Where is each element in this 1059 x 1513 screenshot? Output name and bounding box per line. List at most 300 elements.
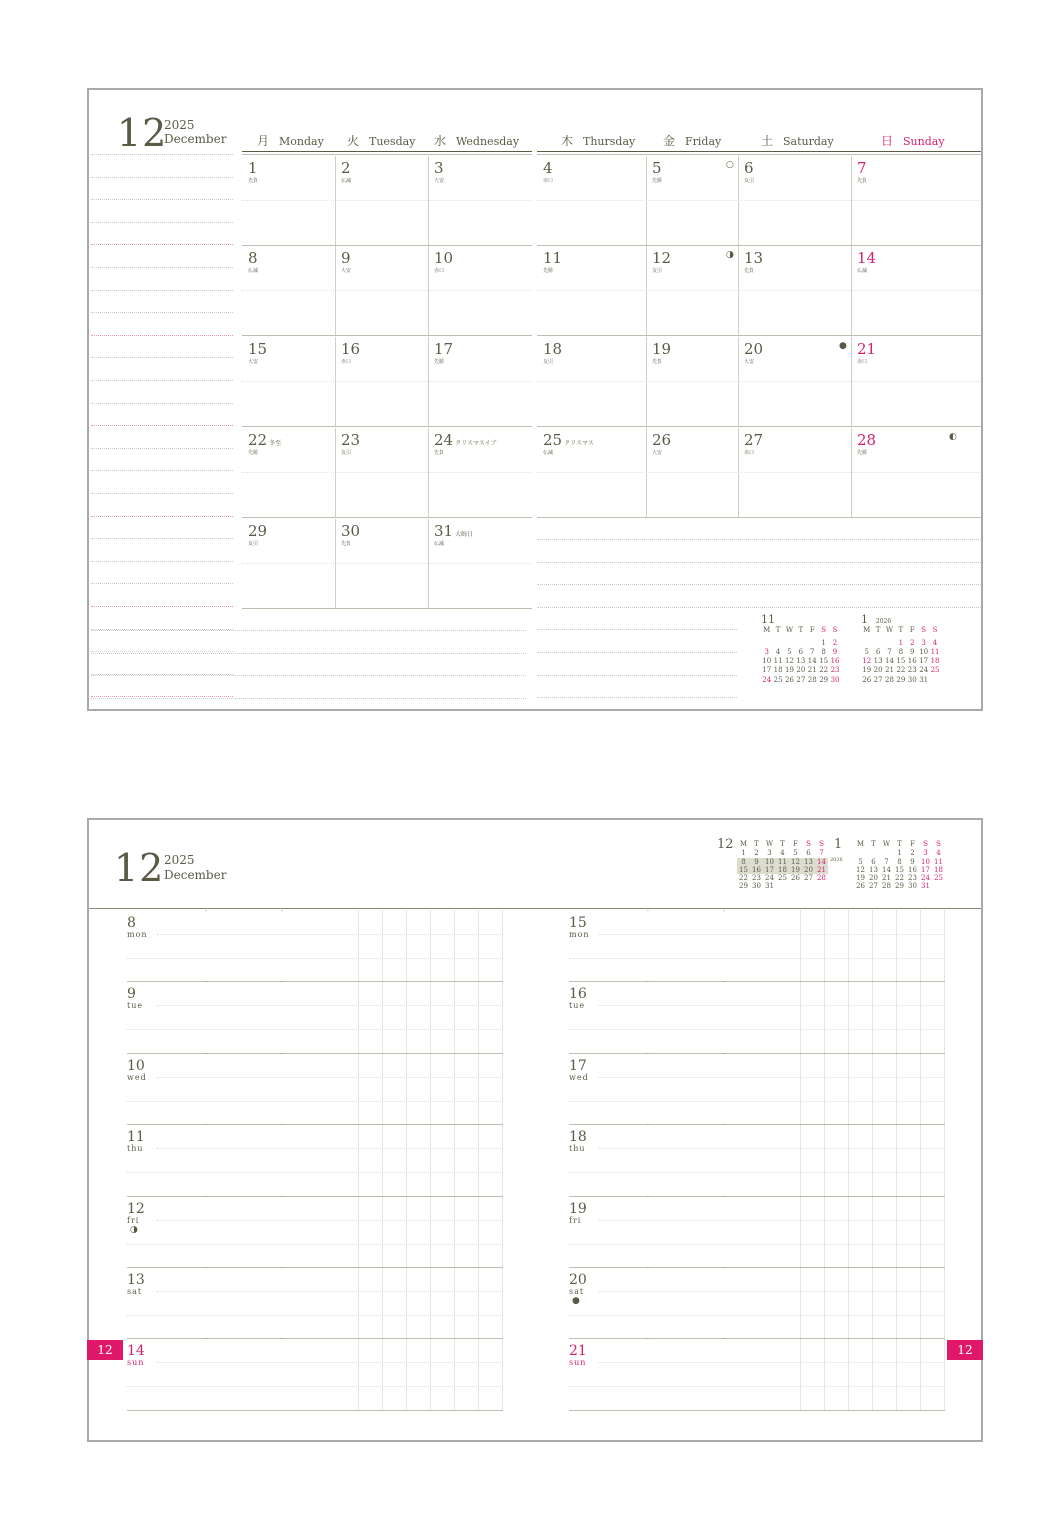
column-divider xyxy=(646,337,647,426)
day-label-wed-17 xyxy=(569,1059,589,1082)
day-number xyxy=(857,342,876,357)
day-line xyxy=(599,1148,945,1149)
mini-day xyxy=(880,849,893,857)
weekday-label: wed xyxy=(569,1072,589,1082)
day-header-en: Wednesday xyxy=(456,135,520,148)
mini-day xyxy=(929,676,940,685)
mini-weekday: F xyxy=(909,626,915,635)
day-line xyxy=(127,1029,503,1030)
day-number xyxy=(248,524,267,539)
day-header-monday xyxy=(257,132,324,149)
day-number-text: 26 xyxy=(652,431,672,449)
note-line xyxy=(537,562,981,563)
tick-mark: · xyxy=(205,1122,207,1130)
day-number xyxy=(341,524,360,539)
mini-weekday: F xyxy=(910,840,915,848)
day-number-text: 5 xyxy=(652,159,662,177)
column-divider xyxy=(646,428,647,517)
mini-day xyxy=(932,882,945,890)
tick-mark: · xyxy=(647,1050,649,1058)
day-number-text: 28 xyxy=(857,431,877,449)
day-label-sun-21 xyxy=(569,1344,587,1367)
note-line xyxy=(537,607,981,608)
day-rule xyxy=(127,1410,503,1411)
mini-weekday: T xyxy=(875,626,881,635)
day-number-text: 23 xyxy=(341,431,361,449)
day-line xyxy=(127,1315,503,1316)
day-line xyxy=(157,1077,503,1078)
day-number xyxy=(652,342,671,357)
day-cell-28 xyxy=(857,433,876,456)
grid-column xyxy=(848,910,849,1410)
day-rule xyxy=(127,1196,503,1197)
day-header-jp: 日 xyxy=(881,134,894,148)
day-number xyxy=(543,161,553,176)
sidebar-line xyxy=(91,199,233,200)
day-line xyxy=(157,1220,503,1221)
day-label-tue-9 xyxy=(127,987,143,1010)
rokuyo-label: 友引 xyxy=(744,178,755,184)
row-mid-line xyxy=(242,200,532,201)
mini-day xyxy=(872,639,883,648)
rokuyo-label: 仏滅 xyxy=(434,541,445,547)
mini-calendar-1 xyxy=(861,615,941,685)
row-mid-line xyxy=(537,200,981,201)
day-number xyxy=(857,251,876,266)
day-line xyxy=(569,1101,945,1102)
day-label-thu-18 xyxy=(569,1130,587,1153)
column-divider xyxy=(428,428,429,517)
mini-day: 1 xyxy=(898,638,904,647)
day-line xyxy=(157,1005,503,1006)
weekday-label: sun xyxy=(569,1358,587,1368)
mini-weekday: S xyxy=(832,626,838,635)
rokuyo-label: 友引 xyxy=(543,359,554,365)
mini-weekday: W xyxy=(885,626,894,635)
day-header-jp: 火 xyxy=(347,134,360,148)
day-number xyxy=(434,342,453,357)
day-number: 8 xyxy=(127,915,136,931)
mini-month-number: 12 xyxy=(717,837,734,852)
year-label: 2025 xyxy=(164,853,195,867)
day-line xyxy=(599,1362,945,1363)
tick-mark: · xyxy=(205,908,207,915)
rokuyo-label: 先負 xyxy=(744,268,755,274)
day-number: 10 xyxy=(127,1057,145,1074)
day-number-text: 6 xyxy=(744,159,754,177)
weekday-label: thu xyxy=(569,1144,586,1154)
day-cell-29 xyxy=(248,524,267,547)
tick-mark: · xyxy=(205,1050,207,1058)
rokuyo-label: 先勝 xyxy=(857,450,868,456)
mini-calendar-12 xyxy=(717,837,828,891)
mini-day: 21 xyxy=(815,866,828,874)
tick-mark: · xyxy=(205,1336,207,1344)
sidebar-line xyxy=(91,425,233,426)
rokuyo-label: 仏滅 xyxy=(248,268,259,274)
mini-weekday: M xyxy=(739,840,748,848)
mini-day: 27 xyxy=(796,675,806,684)
day-line xyxy=(569,1172,945,1173)
day-header-en: Saturday xyxy=(783,135,834,148)
day-rule xyxy=(569,1196,945,1197)
day-cell-10 xyxy=(434,251,453,274)
mini-day: 31 xyxy=(765,882,774,891)
mini-day: 22 xyxy=(895,873,904,882)
mini-day: 16 xyxy=(907,657,917,666)
mini-day: 10 xyxy=(762,657,772,666)
tick-mark: · xyxy=(205,1193,207,1201)
column-divider xyxy=(335,428,336,517)
mini-day xyxy=(802,882,815,890)
mini-day: 29 xyxy=(895,882,904,891)
sidebar-line xyxy=(91,267,233,268)
mini-weekday: T xyxy=(898,626,904,635)
mini-day: 26 xyxy=(785,675,794,684)
column-divider xyxy=(428,337,429,426)
mini-day: 21 xyxy=(807,666,817,675)
sidebar-line xyxy=(91,154,233,155)
mini-day: 15 xyxy=(819,657,829,666)
rokuyo-label: 友引 xyxy=(248,541,259,547)
sidebar-line xyxy=(91,583,233,584)
day-line xyxy=(157,1362,503,1363)
tick-mark: · xyxy=(647,1336,649,1344)
mini-day: 5 xyxy=(864,647,869,656)
mini-day: 2 xyxy=(910,849,915,858)
day-number-text: 14 xyxy=(857,249,877,267)
mini-day: 17 xyxy=(762,666,772,675)
note-line xyxy=(537,652,737,653)
mini-day: 15 xyxy=(895,865,904,874)
rokuyo-label: 先負 xyxy=(652,359,663,365)
mini-day: 2 xyxy=(910,638,915,647)
mini-day: 21 xyxy=(882,873,891,882)
grid-column xyxy=(406,910,407,1410)
day-number-text: 31 xyxy=(434,522,454,540)
mini-day: 10 xyxy=(763,858,776,866)
mini-day: 29 xyxy=(739,882,748,891)
tick-mark: · xyxy=(281,1050,283,1058)
day-rule xyxy=(127,1267,503,1268)
tick-mark: · xyxy=(205,979,207,987)
moon-phase-icon: ◑ xyxy=(726,250,734,260)
grid-column xyxy=(454,910,455,1410)
mini-day xyxy=(867,849,880,857)
day-rule xyxy=(569,1053,945,1054)
day-cell-1 xyxy=(248,161,258,184)
day-header-en: Friday xyxy=(685,135,722,148)
mini-day: 8 xyxy=(898,647,904,656)
tick-mark: · xyxy=(647,908,649,915)
column-divider xyxy=(851,156,852,245)
month-tab-left[interactable]: 12 xyxy=(87,1340,123,1360)
tick-mark: · xyxy=(723,1193,725,1201)
grid-column xyxy=(382,910,383,1410)
rokuyo-label: 先負 xyxy=(857,178,868,184)
rokuyo-label: 仏滅 xyxy=(857,268,868,274)
day-number xyxy=(341,251,351,266)
mini-day: 14 xyxy=(882,865,891,874)
day-number xyxy=(652,251,671,266)
day-number: 15 xyxy=(569,915,587,931)
day-number: 20 xyxy=(569,1272,587,1288)
grid-column xyxy=(502,910,503,1410)
day-cell-17 xyxy=(434,342,453,365)
day-number-text: 7 xyxy=(857,159,867,177)
mini-year: 2026 xyxy=(874,618,892,625)
day-number: 13 xyxy=(127,1272,145,1288)
mini-day xyxy=(854,849,867,857)
tick-mark: · xyxy=(281,1122,283,1130)
mini-day: 8 xyxy=(897,857,902,866)
weekday-label: sat xyxy=(569,1287,585,1296)
mini-weekday: M xyxy=(863,626,871,635)
day-number xyxy=(434,433,497,448)
day-number xyxy=(434,524,473,539)
mini-day: 4 xyxy=(936,849,941,858)
row-rule xyxy=(242,608,532,609)
day-cell-27 xyxy=(744,433,763,456)
day-header-sunday xyxy=(881,132,945,149)
mini-day: 3 xyxy=(764,647,769,656)
day-header-saturday xyxy=(761,132,834,149)
mini-weekday: W xyxy=(785,626,794,635)
mini-day: 3 xyxy=(923,849,928,858)
grid-column xyxy=(896,910,897,1410)
grid-column xyxy=(872,910,873,1410)
grid-column xyxy=(920,910,921,1410)
day-cell-7 xyxy=(857,161,867,184)
tick-mark: · xyxy=(723,1050,725,1058)
day-number-text: 15 xyxy=(248,340,268,358)
mini-day xyxy=(807,639,818,648)
mini-day: 4 xyxy=(780,849,785,858)
mini-day: 16 xyxy=(750,866,763,874)
mini-day: 13 xyxy=(802,858,815,866)
mini-day: 26 xyxy=(856,882,865,891)
mini-weekday: W xyxy=(765,840,774,848)
mini-day: 6 xyxy=(806,849,811,858)
mini-weekday: M xyxy=(856,840,865,848)
mini-weekday: T xyxy=(798,626,804,635)
mini-day: 6 xyxy=(875,647,881,656)
day-cell-30 xyxy=(341,524,360,547)
day-number: 16 xyxy=(569,986,587,1003)
row-rule xyxy=(242,335,532,336)
mini-day xyxy=(776,882,789,890)
note-line xyxy=(537,539,981,540)
mini-day: 25 xyxy=(934,873,943,882)
mini-month-number: 1 xyxy=(834,837,843,852)
row-rule xyxy=(537,335,981,336)
day-number xyxy=(652,161,662,176)
grid-column xyxy=(430,910,431,1410)
day-cell-13 xyxy=(744,251,763,274)
rokuyo-label: 赤口 xyxy=(857,359,868,365)
mini-day: 2 xyxy=(754,849,759,858)
column-divider xyxy=(428,519,429,608)
mini-day: 12 xyxy=(862,657,872,666)
mini-day: 28 xyxy=(817,873,826,882)
day-number-text: 2 xyxy=(341,159,351,177)
mini-day: 19 xyxy=(789,866,802,874)
mini-day: 10 xyxy=(919,647,929,656)
rokuyo-label: 大安 xyxy=(744,359,755,365)
tick-mark: · xyxy=(647,979,649,987)
mini-weekday: T xyxy=(897,840,902,848)
rokuyo-label: 友引 xyxy=(652,268,663,274)
day-header-jp: 月 xyxy=(257,134,270,148)
mini-day xyxy=(761,639,772,648)
sidebar-line xyxy=(91,357,233,358)
month-tab-right[interactable]: 12 xyxy=(947,1340,983,1360)
sidebar-line xyxy=(91,244,233,245)
mini-day: 6 xyxy=(871,857,876,866)
mini-day: 16 xyxy=(830,657,840,666)
day-cell-12 xyxy=(652,251,671,274)
mini-day: 28 xyxy=(807,675,817,684)
note-line xyxy=(91,675,526,676)
weekday-label: sat xyxy=(127,1287,143,1296)
sidebar-line xyxy=(91,222,233,223)
mini-weekday: M xyxy=(763,626,771,635)
day-number: 9 xyxy=(127,986,136,1003)
row-rule xyxy=(242,517,532,518)
day-line xyxy=(157,934,503,935)
sidebar-line xyxy=(91,493,233,494)
rokuyo-label: 大安 xyxy=(652,450,663,456)
mini-day: 9 xyxy=(910,857,915,866)
mini-weekday: S xyxy=(806,840,811,848)
day-line xyxy=(599,934,945,935)
mini-day: 5 xyxy=(787,647,792,656)
sidebar-line xyxy=(91,290,233,291)
mini-day: 4 xyxy=(775,647,781,656)
sidebar-line xyxy=(91,538,233,539)
day-cell-26 xyxy=(652,433,671,456)
mini-day: 23 xyxy=(908,873,917,882)
header-rule xyxy=(89,908,981,909)
day-number xyxy=(543,251,562,266)
day-number-text: 17 xyxy=(434,340,454,358)
mini-day: 23 xyxy=(830,666,840,675)
sidebar-line xyxy=(91,516,233,517)
rokuyo-label: 大安 xyxy=(434,178,445,184)
row-mid-line xyxy=(242,381,532,382)
rokuyo-label: 先勝 xyxy=(652,178,663,184)
mini-day: 18 xyxy=(776,866,789,874)
day-rule xyxy=(569,1338,945,1339)
tick-mark: · xyxy=(723,1122,725,1130)
day-rule xyxy=(569,1267,945,1268)
mini-day: 9 xyxy=(750,858,763,866)
mini-day: 5 xyxy=(793,849,798,858)
rokuyo-label: 先勝 xyxy=(248,450,259,456)
mini-day: 15 xyxy=(896,657,906,666)
weekday-label: fri xyxy=(127,1215,140,1225)
day-line xyxy=(599,1220,945,1221)
day-header-en: Tuesday xyxy=(369,135,416,148)
mini-day: 26 xyxy=(862,675,872,684)
rokuyo-label: 大安 xyxy=(341,268,352,274)
column-divider xyxy=(851,337,852,426)
holiday-label: クリスマスイブ xyxy=(455,440,497,447)
day-line xyxy=(569,1029,945,1030)
day-line xyxy=(569,1315,945,1316)
day-line xyxy=(127,958,503,959)
rokuyo-label: 赤口 xyxy=(434,268,445,274)
day-line xyxy=(127,1386,503,1387)
mini-weekday: T xyxy=(754,840,759,848)
day-number-text: 21 xyxy=(857,340,877,358)
mini-day: 14 xyxy=(807,657,817,666)
mini-month-label xyxy=(761,615,841,626)
day-number xyxy=(857,433,876,448)
mini-weekday: S xyxy=(819,840,824,848)
day-rule xyxy=(569,981,945,982)
mini-day: 7 xyxy=(887,647,892,656)
mini-day xyxy=(795,639,806,648)
moon-phase-icon: ◑ xyxy=(130,1224,138,1235)
day-cell-5 xyxy=(652,161,662,184)
day-label-mon-15 xyxy=(569,916,590,939)
column-divider xyxy=(738,156,739,245)
day-number: 11 xyxy=(127,1129,145,1146)
column-divider xyxy=(335,337,336,426)
mini-day: 18 xyxy=(934,865,943,874)
day-header-jp: 土 xyxy=(761,134,774,148)
mini-day: 30 xyxy=(752,882,761,891)
day-number xyxy=(744,251,763,266)
day-header-friday xyxy=(663,132,721,149)
mini-day: 25 xyxy=(778,873,787,882)
day-line xyxy=(599,1077,945,1078)
mini-day: 30 xyxy=(908,882,917,891)
tick-mark: · xyxy=(723,908,725,915)
mini-day: 1 xyxy=(821,638,826,647)
day-header-jp: 木 xyxy=(561,134,574,148)
weekday-label: thu xyxy=(127,1144,144,1154)
mini-day: 22 xyxy=(739,873,748,882)
row-rule xyxy=(537,245,981,246)
mini-day: 8 xyxy=(737,858,750,866)
day-line xyxy=(569,958,945,959)
row-rule xyxy=(242,245,532,246)
rokuyo-label: 赤口 xyxy=(744,450,755,456)
weekly-planner-page xyxy=(87,818,983,1442)
mini-day: 24 xyxy=(921,873,930,882)
mini-day: 22 xyxy=(819,666,829,675)
day-header-jp: 金 xyxy=(663,134,676,148)
column-divider xyxy=(428,246,429,335)
weekday-label: tue xyxy=(569,1001,586,1011)
mini-day: 21 xyxy=(885,666,894,675)
day-label-mon-8 xyxy=(127,916,148,939)
note-line xyxy=(537,675,737,676)
day-line xyxy=(127,1172,503,1173)
tick-mark: · xyxy=(647,1122,649,1130)
day-number-text: 27 xyxy=(744,431,764,449)
day-number xyxy=(248,342,267,357)
tick-mark: · xyxy=(281,1336,283,1344)
tick-mark: · xyxy=(205,1265,207,1272)
mini-day: 14 xyxy=(885,657,894,666)
mini-day: 20 xyxy=(796,666,806,675)
day-cell-8 xyxy=(248,251,258,274)
day-cell-20 xyxy=(744,342,763,365)
rokuyo-label: 仏滅 xyxy=(341,178,352,184)
